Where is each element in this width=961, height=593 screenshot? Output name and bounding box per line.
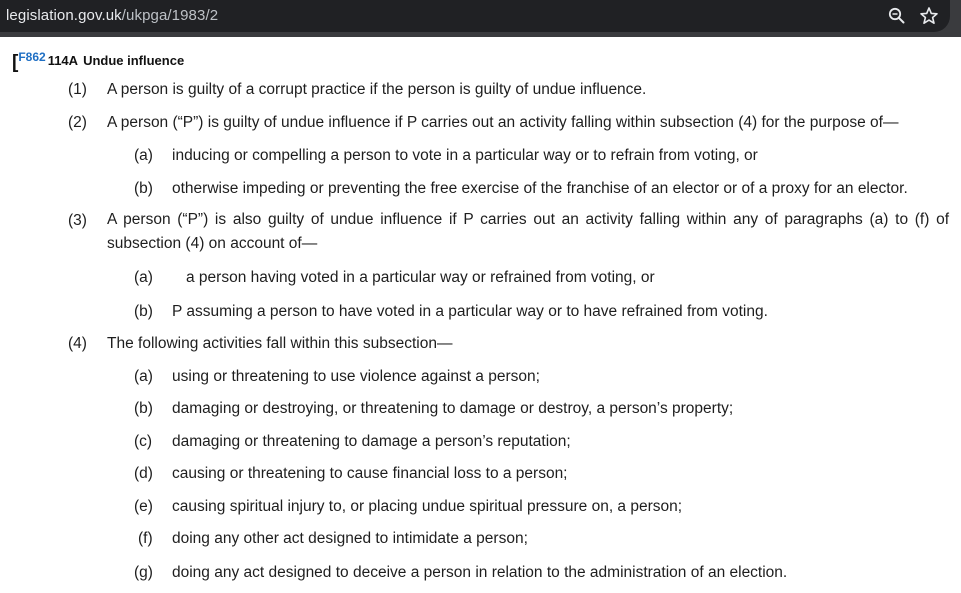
browser-toolbar <box>0 0 961 37</box>
paragraph-number: (b) <box>134 400 153 417</box>
subsection-number: (4) <box>68 335 87 352</box>
paragraph-number: (f) <box>138 530 153 547</box>
address-bar[interactable] <box>0 0 950 32</box>
subsection-number: (3) <box>68 212 87 229</box>
subsection-text: A person (“P”) is guilty of undue influence if P carries out an activity falling within subsection (4) for the purpose of— <box>107 114 899 131</box>
paragraph-text: damaging or destroying, or threatening to damage or destroy, a person’s property; <box>172 400 734 417</box>
bookmark-star-icon[interactable] <box>918 5 940 27</box>
paragraph-text: doing any other act designed to intimidate a person; <box>172 530 528 547</box>
paragraph-number: (g) <box>134 564 153 581</box>
paragraph-number: (a) <box>134 368 153 385</box>
paragraph-number: (e) <box>134 498 153 515</box>
paragraph-text: P assuming a person to have voted in a particular way or to have refrained from voting. <box>172 303 768 320</box>
paragraph-number: (a) <box>134 269 153 286</box>
paragraph-text: a person having voted in a particular way or refrained from voting, or <box>186 269 655 286</box>
subsection-text: A person (“P”) is also guilty of undue influence if P carries out an activity falling within any of paragraphs (a) to (f) of subsection (4) on account of— <box>107 211 949 252</box>
subsection-number: (1) <box>68 81 87 98</box>
zoom-icon[interactable] <box>886 5 908 27</box>
section-number: 114A <box>47 53 79 68</box>
subsection-text: A person is guilty of a corrupt practice if the person is guilty of undue influence. <box>107 81 647 98</box>
url-domain: legislation.gov.uk <box>6 7 122 24</box>
paragraph-text: causing or threatening to cause financial loss to a person; <box>172 465 568 482</box>
subsection-text: The following activities fall within this subsection— <box>107 335 453 352</box>
paragraph-text: doing any act designed to deceive a person in relation to the administration of an election. <box>172 564 788 581</box>
legislation-content <box>0 37 961 593</box>
section-heading <box>12 49 184 71</box>
footnote-ref-link[interactable]: F862 <box>18 50 46 64</box>
paragraph-number: (b) <box>134 303 153 320</box>
paragraph-text: using or threatening to use violence against a person; <box>172 368 540 385</box>
paragraph-text: causing spiritual injury to, or placing undue spiritual pressure on, a person; <box>172 498 683 515</box>
paragraph-number: (b) <box>134 180 153 197</box>
subsection-number: (2) <box>68 114 87 131</box>
paragraph-text: otherwise impeding or preventing the free exercise of the franchise of an elector or of a proxy for an elector. <box>172 180 908 197</box>
paragraph-number: (d) <box>134 465 153 482</box>
section-title: Undue influence <box>83 53 185 68</box>
url-path: /ukpga/1983/2 <box>121 7 219 24</box>
paragraph-text: inducing or compelling a person to vote in a particular way or to refrain from voting, or <box>172 147 758 164</box>
amendment-open-bracket: [ <box>12 52 19 73</box>
paragraph-number: (c) <box>134 433 153 450</box>
paragraph-number: (a) <box>134 147 153 164</box>
paragraph-text: damaging or threatening to damage a person’s reputation; <box>172 433 571 450</box>
url-text[interactable] <box>6 7 218 24</box>
